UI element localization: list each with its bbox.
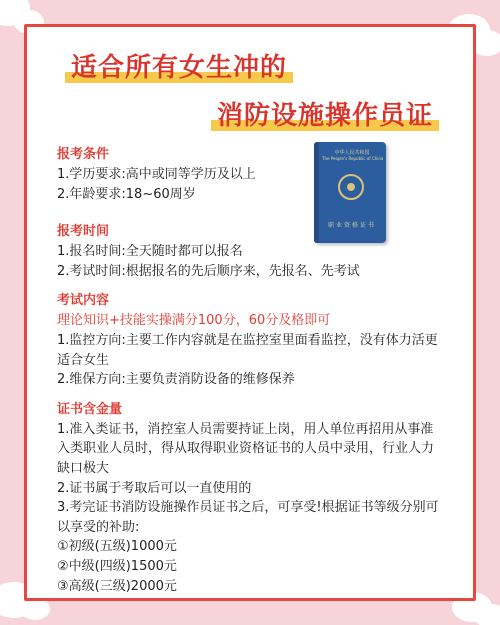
section-time xyxy=(57,222,477,281)
content-item: 2.维保方向:主要负责消防设备的维修保养 xyxy=(57,372,295,388)
section-heading-value: 证书含金量 xyxy=(57,401,123,417)
section-heading-time: 报考时间 xyxy=(57,224,110,240)
title-line-1 xyxy=(71,47,287,84)
content-item: 1.监控方向:主要工作内容就是在监控室里面看监控，没有体力活更适合女生 xyxy=(57,332,438,368)
content-area xyxy=(57,145,477,596)
subsidy-item: ①初级(五级)1000元 xyxy=(57,539,177,555)
exam-scoring-note: 理论知识+技能实操满分100分，60分及格即可 xyxy=(57,313,331,329)
cloud-decoration-bottom-right-2 xyxy=(474,604,500,625)
value-item: 1.准入类证书，消控室人员需要持证上岗，用人单位再招用从事准入类职业人员时，得从取得职业资格证书的人员中录用，行业人力缺口极大 xyxy=(57,421,435,476)
subsidy-item: ③高级(三级)2000元 xyxy=(57,578,177,594)
requirement-item: 1.学历要求:高中或同等学历及以上 xyxy=(57,167,256,182)
time-item: 1.报名时间:全天随时都可以报名 xyxy=(57,244,243,260)
certificate-cover-bottom: 职业资格证书 xyxy=(327,222,376,229)
section-requirements xyxy=(57,145,477,204)
section-heading-requirements: 报考条件 xyxy=(57,147,110,162)
requirement-item: 2.年龄要求:18~60周岁 xyxy=(57,186,196,202)
section-content xyxy=(57,291,477,389)
cloud-decoration-bottom-left-2 xyxy=(20,598,50,620)
time-item: 2.考试时间:根据报名的先后顺序来，先报名、先考试 xyxy=(57,263,360,279)
info-card xyxy=(24,24,476,601)
title-line-2-text: 消防设施操作员证 xyxy=(217,101,434,131)
subsidy-item: ②中级(四级)1500元 xyxy=(57,558,177,574)
title-line-2 xyxy=(217,95,433,132)
certificate-cover-line-1: 中华人民共和国 xyxy=(334,150,370,156)
section-value xyxy=(57,400,477,596)
value-item: 2.证书属于考取后可以一直使用的 xyxy=(57,480,252,496)
title-line-1-text: 适合所有女生冲的 xyxy=(71,53,288,83)
value-item: 3.考完证书消防设施操作员证书之后，可享受!根据证书等级分别可以享受的补助: xyxy=(57,500,439,535)
section-heading-content: 考试内容 xyxy=(57,293,110,309)
certificate-cover-line-2: The People's Republic of China xyxy=(322,156,384,161)
